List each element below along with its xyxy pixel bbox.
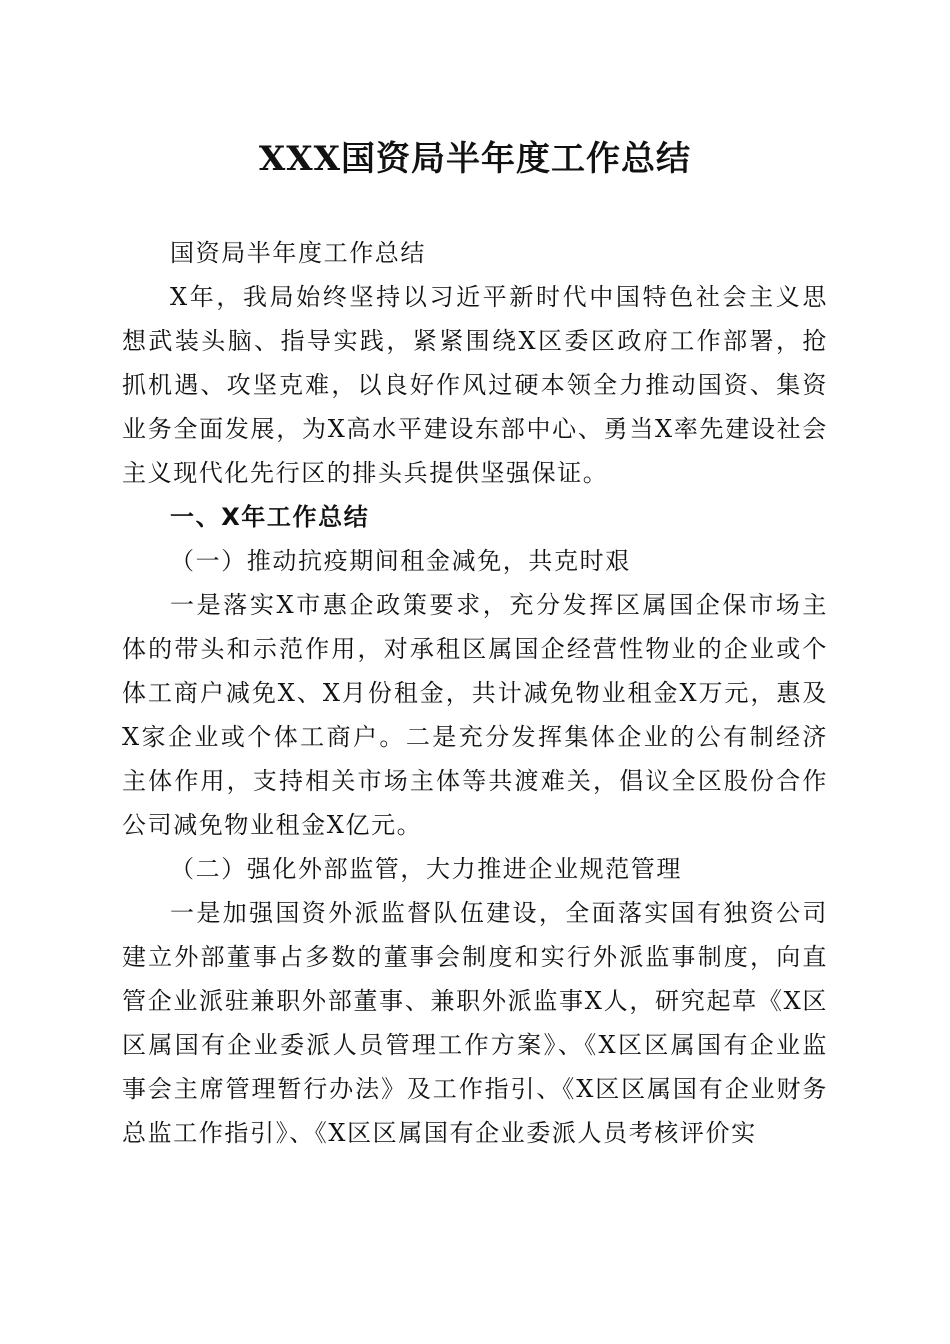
subsection-heading-2: （二）强化外部监管，大力推进企业规范管理 xyxy=(170,855,682,883)
subsection-heading-1: （一）推动抗疫期间租金减免，共克时艰 xyxy=(170,547,631,575)
document-title: XXX国资局半年度工作总结 xyxy=(258,139,692,179)
document-body xyxy=(122,231,828,1155)
body-paragraph-1: 一是落实X市惠企政策要求，充分发挥区属国企保市场主体的带头和示范作用，对承租区属国企经营性物业的企业或个体工商户减免X、X月份租金，共计减免物业租金X万元，惠及X家企业或个体工商户。二是充分发挥集体企业的公有制经济主体作用，支持相关市场主体等共渡难关，倡议全区股份合作公司减免物业租金X亿元。 xyxy=(122,591,828,839)
subtitle-paragraph: 国资局半年度工作总结 xyxy=(170,239,426,267)
body-paragraph-2: 一是加强国资外派监督队伍建设，全面落实国有独资公司建立外部董事占多数的董事会制度和实行外派监事制度，向直管企业派驻兼职外部董事、兼职外派监事X人，研究起草《X区区属国有企业委派人员管理工作方案》、《X区区属国有企业监事会主席管理暂行办法》及工作指引、《X区区属国有企业财务总监工作指引》、《X区区属国有企业委派人员考核评价实 xyxy=(122,899,828,1147)
section-heading-1: 一、X年工作总结 xyxy=(170,503,370,531)
intro-paragraph: X年，我局始终坚持以习近平新时代中国特色社会主义思想武装头脑、指导实践，紧紧围绕X区委区政府工作部署，抢抓机遇、攻坚克难，以良好作风过硬本领全力推动国资、集资业务全面发展，为X高水平建设东部中心、勇当X率先建设社会主义现代化先行区的排头兵提供坚强保证。 xyxy=(122,283,828,487)
